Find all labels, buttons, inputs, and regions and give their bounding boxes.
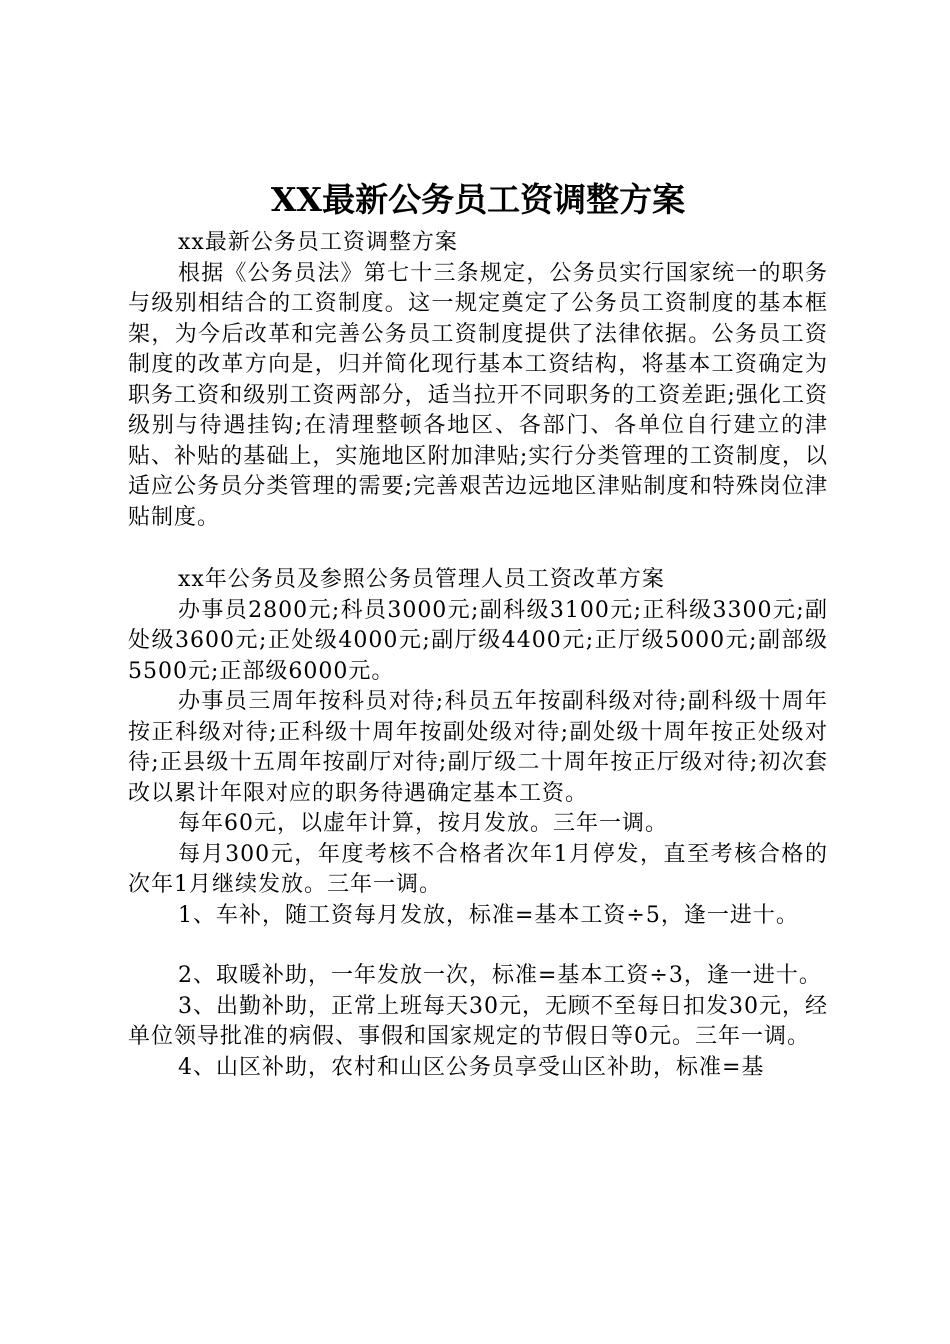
document-subtitle: xx最新公务员工资调整方案 [178, 230, 458, 255]
paragraph-mountain-subsidy: 4、山区补助，农村和山区公务员享受山区补助，标准=基 [178, 1054, 765, 1080]
section-heading: xx年公务员及参照公务员管理人员工资改革方案 [178, 567, 665, 592]
paragraph-attendance-subsidy: 3、出勤补助，正常上班每天30元，无顾不至每日扣发30元，经单位领导批准的病假、事假和国家规定的节假日等0元。三年一调。 [128, 993, 828, 1049]
paragraph-promotion-rules: 办事员三周年按科员对待;科员五年按副科级对待;副科级十周年按正科级对待;正科级十周年按副处级对待;副处级十周年按正处级对待;正县级十五周年按副厅对待;副厅级二十周年按正厅级对待;初次套改以累计年限对应的职务待遇确定基本工资。 [128, 689, 828, 806]
paragraph-seniority-pay: 每年60元，以虚年计算，按月发放。三年一调。 [178, 811, 668, 836]
paragraph-monthly-allowance: 每月300元，年度考核不合格者次年1月停发，直至考核合格的次年1月继续发放。三年一调。 [128, 841, 828, 897]
paragraph-heating-subsidy: 2、取暖补助，一年发放一次，标准=基本工资÷3，逢一进十。 [178, 963, 822, 988]
document-title: XX最新公务员工资调整方案 [270, 180, 686, 219]
paragraph-salary-levels: 办事员2800元;科员3000元;副科级3100元;正科级3300元;副处级3600元;正处级4000元;副厅级4400元;正厅级5000元;副部级5500元;正部级6000元。 [128, 597, 828, 684]
paragraph-car-subsidy: 1、车补，随工资每月发放，标准=基本工资÷5，逢一进十。 [178, 902, 799, 928]
document-page [128, 180, 828, 1083]
paragraph-intro: 根据《公务员法》第七十三条规定，公务员实行国家统一的职务与级别相结合的工资制度。这一规定奠定了公务员工资制度的基本框架，为今后改革和完善公务员工资制度提供了法律依据。公务员工资制度的改革方向是，归并简化现行基本工资结构，将基本工资确定为职务工资和级别工资两部分，适当拉开不同职务的工资差距;强化工资级别与待遇挂钩;在清理整顿各地区、各部门、各单位自行建立的津贴、补贴的基础上，实施地区附加津贴;实行分类管理的工资制度，以适应公务员分类管理的需要;完善艰苦边远地区津贴制度和特殊岗位津贴制度。 [128, 260, 828, 530]
paragraph-gap [128, 533, 828, 565]
paragraph-gap [128, 931, 828, 961]
